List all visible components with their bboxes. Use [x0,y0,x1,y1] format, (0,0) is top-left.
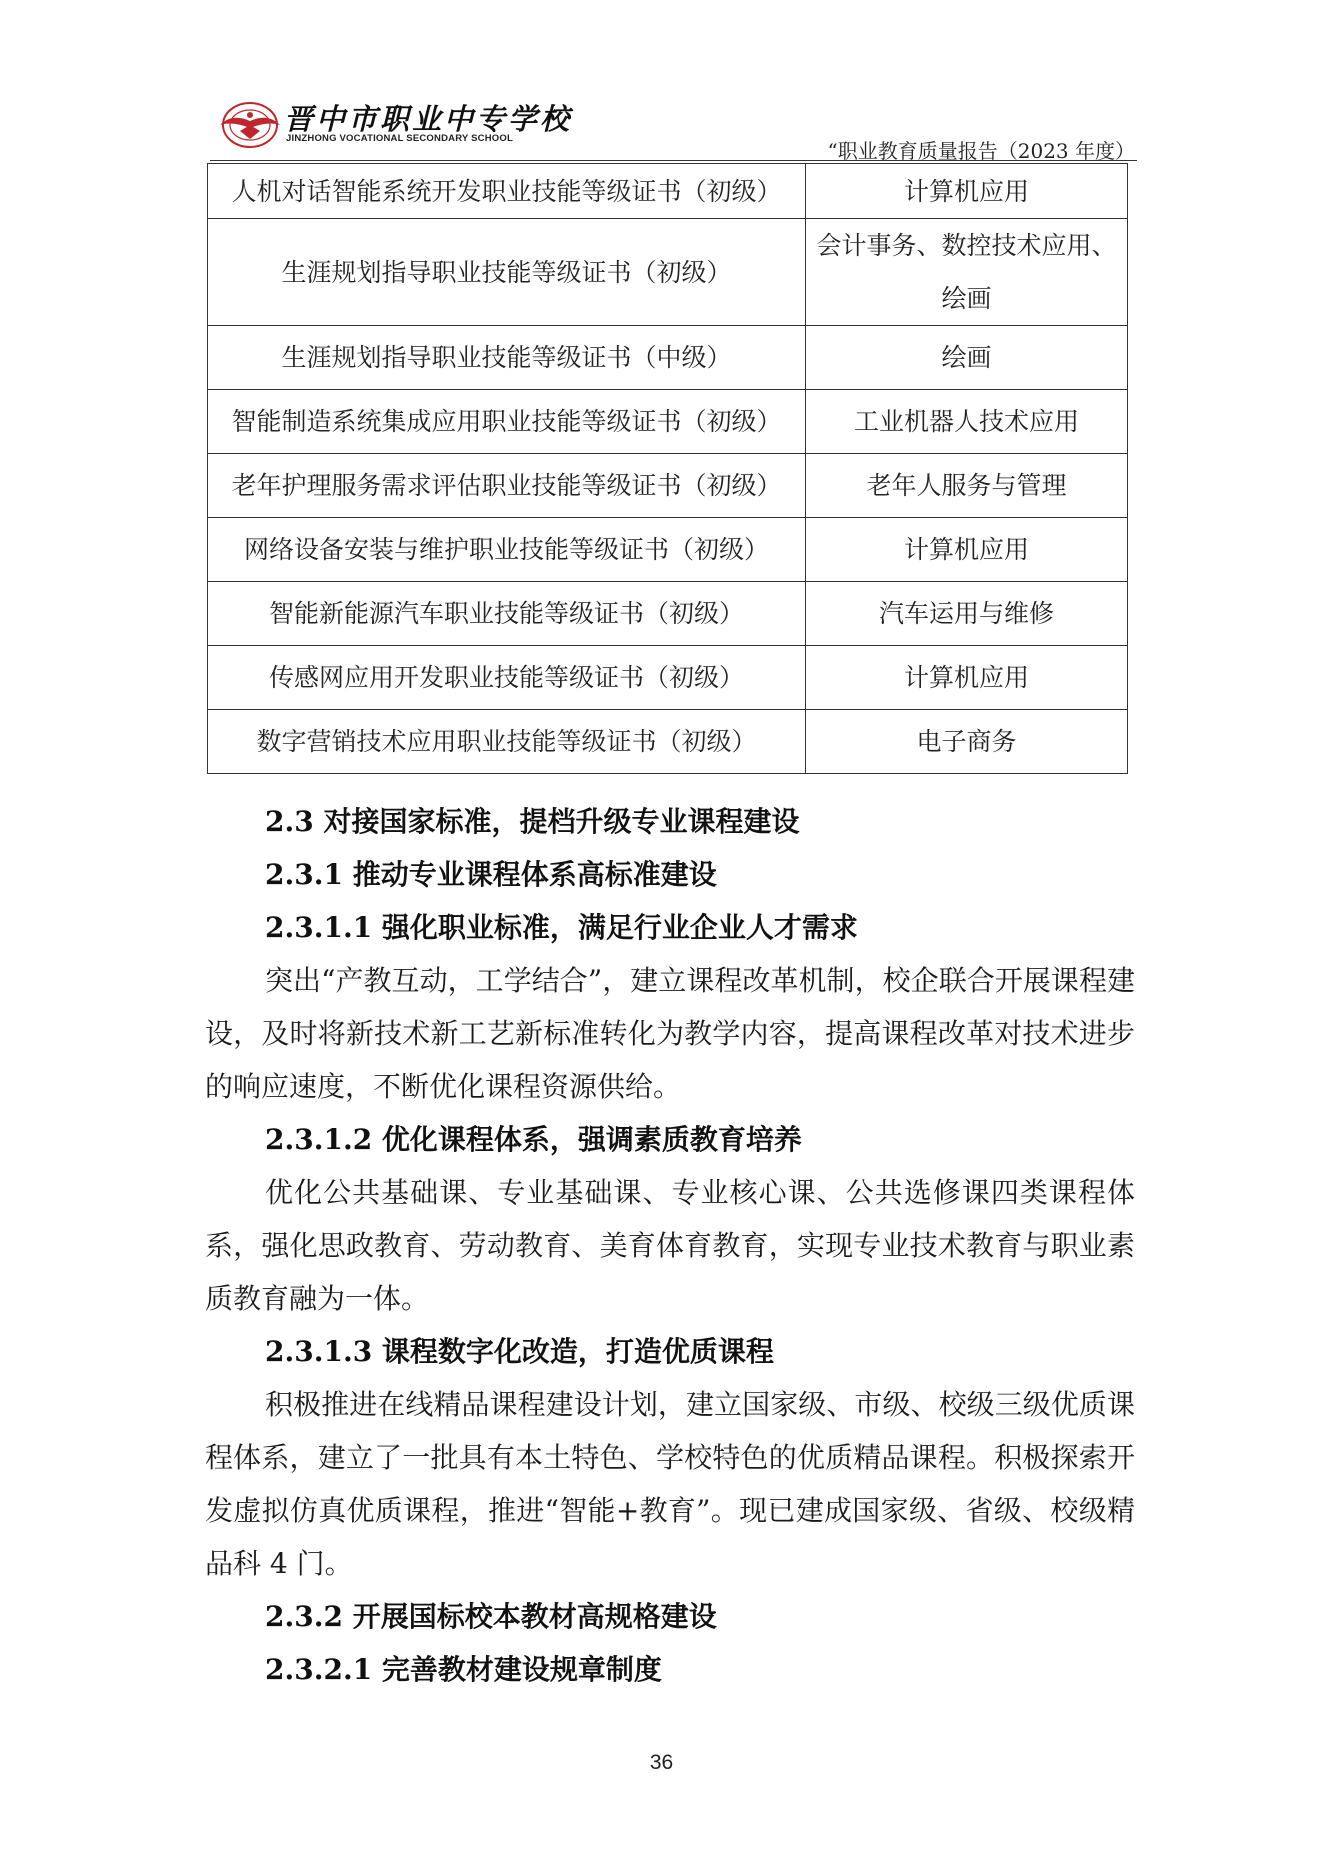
section-heading: 2.3.1.2 优化课程体系，强调素质教育培养 [265,1123,802,1156]
school-logo [218,95,573,155]
major-cell: 计算机应用 [806,164,1128,219]
major-cell: 计算机应用 [806,518,1128,582]
table-row [208,164,1128,219]
major-cell: 老年人服务与管理 [806,454,1128,518]
section-heading: 2.3 对接国家标准，提档升级专业课程建设 [265,805,800,838]
certificate-cell: 生涯规划指导职业技能等级证书（中级） [208,326,806,390]
page-number: 36 [649,1751,674,1774]
major-cell: 计算机应用 [806,646,1128,710]
major-cell: 会计事务、数控技术应用、绘画 [806,219,1128,326]
paragraph: 优化公共基础课、专业基础课、专业核心课、公共选修课四类课程体系，强化思政教育、劳动教育、美育体育教育，实现专业技术教育与职业素质教育融为一体。 [205,1176,1135,1315]
section-heading: 2.3.2.1 完善教材建设规章制度 [265,1653,662,1686]
table-row [208,326,1128,390]
school-name-en: JINZHONG VOCATIONAL SECONDARY SCHOOL [286,133,513,144]
certificate-cell: 数字营销技术应用职业技能等级证书（初级） [208,710,806,774]
section-heading: 2.3.2 开展国标校本教材高规格建设 [265,1600,717,1633]
table-row [208,219,1128,326]
table-row [208,646,1128,710]
major-cell: 电子商务 [806,710,1128,774]
school-emblem-icon [218,95,282,153]
certificate-cell: 老年护理服务需求评估职业技能等级证书（初级） [208,454,806,518]
certificate-cell: 传感网应用开发职业技能等级证书（初级） [208,646,806,710]
major-cell: 工业机器人技术应用 [806,390,1128,454]
table-row [208,710,1128,774]
certificate-cell: 智能制造系统集成应用职业技能等级证书（初级） [208,390,806,454]
table-row [208,518,1128,582]
section-heading: 2.3.1.3 课程数字化改造，打造优质课程 [265,1335,774,1368]
paragraph: 积极推进在线精品课程建设计划，建立国家级、市级、校级三级优质课程体系，建立了一批具有本土特色、学校特色的优质精品课程。积极探索开发虚拟仿真优质课程，推进“智能+教育”。现已建成国家级、省级、校级精品科 4 门。 [205,1388,1135,1580]
certificate-cell: 智能新能源汽车职业技能等级证书（初级） [208,582,806,646]
certificate-cell: 人机对话智能系统开发职业技能等级证书（初级） [208,164,806,219]
certificate-cell: 网络设备安装与维护职业技能等级证书（初级） [208,518,806,582]
page-header [0,0,1323,165]
section-heading: 2.3.1 推动专业课程体系高标准建设 [265,858,717,891]
report-title: “职业教育质量报告（2023 年度） [827,139,1135,163]
table-row [208,582,1128,646]
certificate-cell: 生涯规划指导职业技能等级证书（初级） [208,219,806,326]
table-row [208,390,1128,454]
body-content [205,795,1135,1696]
table-row [208,454,1128,518]
major-cell: 汽车运用与维修 [806,582,1128,646]
school-name-cn: 晋中市职业中专学校 [284,102,573,136]
paragraph: 突出“产教互动，工学结合”，建立课程改革机制，校企联合开展课程建设，及时将新技术新工艺新标准转化为教学内容，提高课程改革对技术进步的响应速度，不断优化课程资源供给。 [205,964,1135,1103]
section-heading: 2.3.1.1 强化职业标准，满足行业企业人才需求 [265,911,858,944]
header-divider [210,160,1137,161]
major-cell: 绘画 [806,326,1128,390]
certificate-table [207,163,1128,774]
